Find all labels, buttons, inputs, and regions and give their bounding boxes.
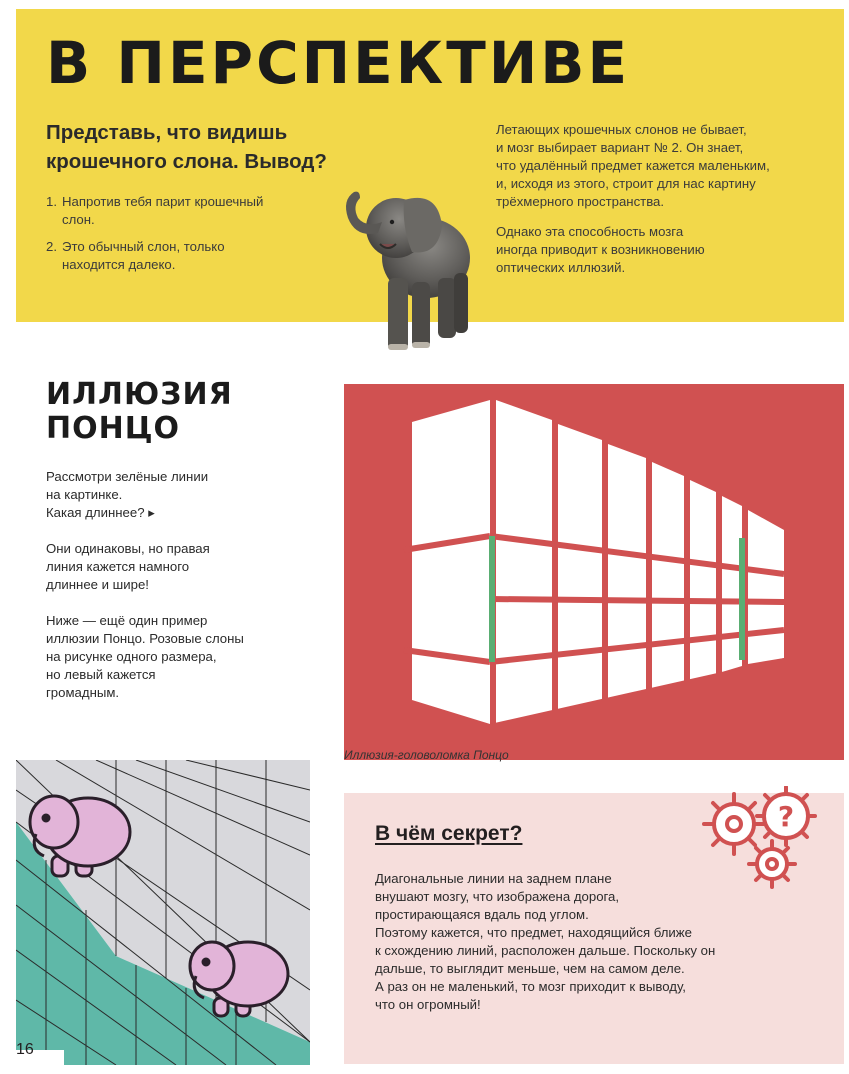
ponzo-caption: Иллюзия-головоломка Понцо [344, 748, 509, 762]
ponzo-text: Рассмотри зелёные линии на картинке. Какая длиннее? ▸ Они одинаковы, но правая линия кажется намного длиннее и шире! Ниже — ещё один пример иллюзии Понцо. Розовые слоны на рисунке одного размера, но левый кажется громадным. [46, 469, 244, 700]
option-2: 2. Это обычный слон, только находится далеко. [46, 239, 225, 272]
pink-elephants-figure [16, 760, 310, 1065]
secret-heading: В чём секрет? [375, 822, 523, 845]
page-title: В ПЕРСПЕКТИВЕ [46, 29, 631, 97]
gears-question-icon [700, 786, 818, 894]
ponzo-heading: ИЛЛЮЗИЯ ПОНЦО [46, 377, 233, 446]
elephant-photo [326, 178, 476, 356]
question-line: крошечного слона. Вывод? [46, 150, 327, 173]
ponzo-illusion-figure [344, 384, 844, 760]
question-heading [46, 118, 327, 176]
question-line: Представь, что видишь [46, 121, 288, 144]
svg-text:?: ? [777, 800, 795, 833]
page-number: 16 [16, 1041, 34, 1058]
secret-text: Диагональные линии на заднем плане внушают мозгу, что изображена дорога, простирающаяся вдаль под углом. Поэтому кажется, что предмет, находящийся ближе к схождению линий, расположен дальше. Поскольку он дальше, то выглядит меньше, чем на самом деле. А раз он не маленький, то мозг приходит к выводу, что он огромный! [375, 871, 716, 1012]
option-1: 1. Напротив тебя парит крошечный слон. [46, 194, 264, 227]
explanation-text: Летающих крошечных слонов не бывает, и мозг выбирает вариант № 2. Он знает, что удалённый предмет кажется маленьким, и, исходя из этого, строит для нас картину трёхмерного пространства. Однако эта способность мозга иногда приводит к возникновению оптических иллюзий. [496, 122, 770, 275]
